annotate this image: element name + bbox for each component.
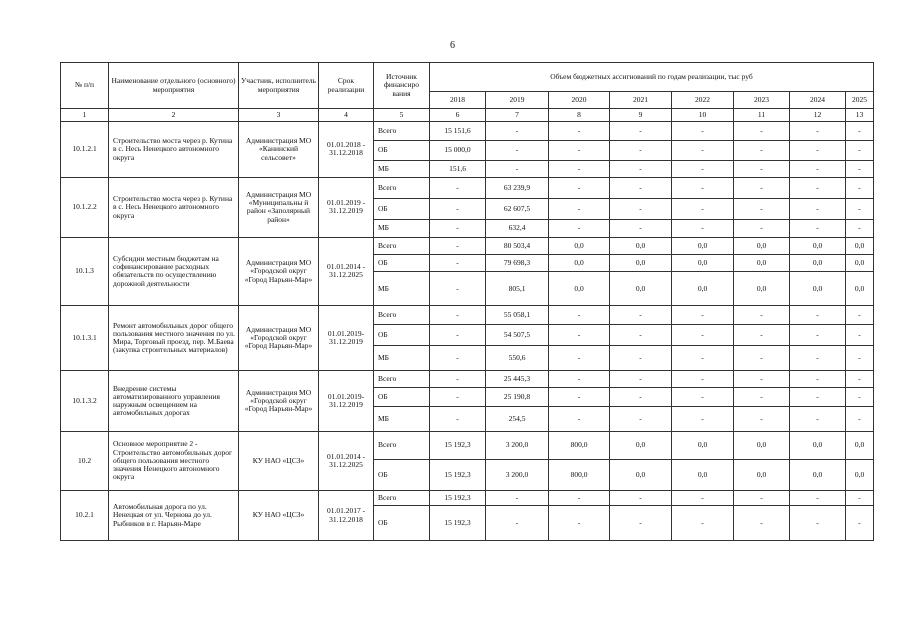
item-number: 10.1.2.2 <box>61 177 109 237</box>
column-index: 7 <box>486 109 549 122</box>
budget-value: - <box>430 371 486 388</box>
funding-source: Всего <box>374 432 430 459</box>
budget-value: - <box>549 305 610 324</box>
item-name: Автомобильная дорога по ул. Ненецкая от ул. Чернова до ул. Рыбников в г. Нарьян-Маре <box>109 491 239 541</box>
budget-value: - <box>549 371 610 388</box>
budget-value: - <box>610 199 672 219</box>
budget-value: 15 192,3 <box>430 432 486 459</box>
column-index: 5 <box>374 109 430 122</box>
year-header: 2019 <box>486 92 549 109</box>
budget-value: - <box>734 122 790 141</box>
budget-value: - <box>610 141 672 160</box>
budget-value: - <box>672 371 734 388</box>
item-name: Строительство моста через р. Кутина в с. Несь Ненецкого автономного округа <box>109 122 239 178</box>
budget-value: 800,0 <box>549 432 610 459</box>
budget-value: - <box>430 325 486 345</box>
budget-value: - <box>549 199 610 219</box>
funding-source: ОБ <box>374 255 430 272</box>
budget-value: 0,0 <box>734 432 790 459</box>
column-index: 11 <box>734 109 790 122</box>
column-index: 2 <box>109 109 239 122</box>
budget-value: - <box>430 345 486 370</box>
budget-value: - <box>672 219 734 237</box>
budget-value: - <box>790 219 846 237</box>
item-number: 10.1.3 <box>61 237 109 305</box>
budget-value: 0,0 <box>672 237 734 254</box>
budget-value: 15 192,3 <box>430 506 486 541</box>
budget-value: - <box>430 305 486 324</box>
item-participant: Администрация МО «Городской округ «Город Нарьян-Мар» <box>239 371 319 432</box>
header-term: Срок реализации <box>319 63 374 109</box>
year-header: 2021 <box>610 92 672 109</box>
budget-value: - <box>672 325 734 345</box>
budget-value: - <box>790 406 846 431</box>
item-term: 01.01.2014 - 31.12.2025 <box>319 237 374 305</box>
budget-value: - <box>672 406 734 431</box>
budget-value: 805,1 <box>486 272 549 306</box>
budget-value: 0,0 <box>734 272 790 306</box>
budget-value: - <box>549 177 610 198</box>
budget-value: - <box>549 141 610 160</box>
budget-value: - <box>790 388 846 406</box>
header-name: Наименование отдельного (основного) мероприятия <box>109 63 239 109</box>
item-participant: КУ НАО «ЦСЗ» <box>239 491 319 541</box>
item-participant: Администрация МО «Канинский сельсовет» <box>239 122 319 178</box>
column-index: 3 <box>239 109 319 122</box>
budget-value: - <box>846 199 874 219</box>
budget-value: - <box>486 506 549 541</box>
year-header: 2024 <box>790 92 846 109</box>
column-index: 1 <box>61 109 109 122</box>
budget-value: 0,0 <box>610 272 672 306</box>
budget-value: - <box>790 141 846 160</box>
budget-value: - <box>549 219 610 237</box>
item-number: 10.1.3.1 <box>61 305 109 370</box>
budget-value: - <box>672 506 734 541</box>
budget-value: - <box>846 406 874 431</box>
table-row <box>61 491 874 506</box>
table-body <box>61 122 874 541</box>
budget-value: 632,4 <box>486 219 549 237</box>
budget-value: - <box>610 122 672 141</box>
item-term: 01.01.2019 - 31.12.2019 <box>319 177 374 237</box>
budget-value: 0,0 <box>672 255 734 272</box>
budget-value: - <box>734 345 790 370</box>
budget-value: 80 503,4 <box>486 237 549 254</box>
item-number: 10.2.1 <box>61 491 109 541</box>
funding-source: ОБ <box>374 325 430 345</box>
funding-source: ОБ <box>374 388 430 406</box>
budget-value: 254,5 <box>486 406 549 431</box>
budget-value: - <box>846 388 874 406</box>
budget-value: 0,0 <box>846 272 874 306</box>
budget-value: 0,0 <box>672 432 734 459</box>
table-row <box>61 122 874 141</box>
item-name: Ремонт автомобильных дорог общего пользования местного значения по ул. Мира, Торговый проезд, пер. М.Баева (закупка строительных материалов) <box>109 305 239 370</box>
budget-value: - <box>846 506 874 541</box>
budget-value: - <box>846 219 874 237</box>
table-header <box>61 63 874 122</box>
budget-value: - <box>610 491 672 506</box>
budget-value: - <box>610 388 672 406</box>
budget-value: - <box>430 388 486 406</box>
index-row <box>61 109 874 122</box>
funding-source: Всего <box>374 177 430 198</box>
budget-value: - <box>672 305 734 324</box>
budget-value: - <box>672 160 734 177</box>
funding-source: Всего <box>374 491 430 506</box>
budget-value: 0,0 <box>790 255 846 272</box>
item-term: 01.01.2014 - 31.12.2025 <box>319 432 374 491</box>
budget-value: 15 192,3 <box>430 491 486 506</box>
budget-value: 0,0 <box>610 255 672 272</box>
funding-source: МБ <box>374 345 430 370</box>
budget-value: - <box>734 406 790 431</box>
budget-value: - <box>610 506 672 541</box>
item-participant: Администрация МО «Городской округ «Город Нарьян-Мар» <box>239 305 319 370</box>
budget-value: - <box>846 122 874 141</box>
budget-value: - <box>790 506 846 541</box>
budget-value: 0,0 <box>672 459 734 491</box>
budget-value: - <box>734 506 790 541</box>
funding-source: Всего <box>374 237 430 254</box>
table-row <box>61 305 874 324</box>
budget-value: 79 698,3 <box>486 255 549 272</box>
budget-value: - <box>430 272 486 306</box>
budget-value: 25 445,3 <box>486 371 549 388</box>
budget-value: - <box>672 199 734 219</box>
budget-value: - <box>610 345 672 370</box>
column-index: 4 <box>319 109 374 122</box>
budget-value: 800,0 <box>549 459 610 491</box>
budget-value: - <box>790 345 846 370</box>
budget-value: - <box>734 177 790 198</box>
budget-value: - <box>610 219 672 237</box>
funding-source: МБ <box>374 160 430 177</box>
budget-value: - <box>846 491 874 506</box>
funding-source: Всего <box>374 305 430 324</box>
budget-value: 0,0 <box>790 237 846 254</box>
budget-value: - <box>430 406 486 431</box>
budget-value: - <box>430 237 486 254</box>
budget-value: 15 151,6 <box>430 122 486 141</box>
budget-value: 63 239,9 <box>486 177 549 198</box>
budget-value: - <box>549 345 610 370</box>
column-index: 12 <box>790 109 846 122</box>
budget-value: - <box>486 491 549 506</box>
budget-value: - <box>790 491 846 506</box>
funding-source: МБ <box>374 406 430 431</box>
item-participant: КУ НАО «ЦСЗ» <box>239 432 319 491</box>
budget-value: - <box>549 506 610 541</box>
budget-value: - <box>610 160 672 177</box>
budget-value: - <box>734 371 790 388</box>
table-row <box>61 177 874 198</box>
funding-source: Всего <box>374 122 430 141</box>
budget-value: 151,6 <box>430 160 486 177</box>
funding-source: ОБ <box>374 141 430 160</box>
budget-value: 0,0 <box>549 255 610 272</box>
budget-value: - <box>846 345 874 370</box>
item-participant: Администрация МО «Городской округ «Город Нарьян-Мар» <box>239 237 319 305</box>
budget-value: - <box>486 141 549 160</box>
budget-value: 0,0 <box>610 237 672 254</box>
funding-source: ОБ <box>374 199 430 219</box>
budget-value: 0,0 <box>790 272 846 306</box>
budget-value: 0,0 <box>790 459 846 491</box>
budget-value: - <box>790 371 846 388</box>
budget-value: 0,0 <box>672 272 734 306</box>
column-index: 8 <box>549 109 610 122</box>
year-header: 2022 <box>672 92 734 109</box>
budget-value: 0,0 <box>790 432 846 459</box>
item-term: 01.01.2018 - 31.12.2018 <box>319 122 374 178</box>
page-number: 6 <box>450 40 455 51</box>
column-index: 10 <box>672 109 734 122</box>
budget-value: 62 607,5 <box>486 199 549 219</box>
budget-value: 0,0 <box>549 237 610 254</box>
budget-value: - <box>430 177 486 198</box>
budget-value: - <box>846 325 874 345</box>
budget-value: - <box>846 177 874 198</box>
budget-value: - <box>846 141 874 160</box>
budget-value: - <box>672 122 734 141</box>
budget-value: - <box>790 325 846 345</box>
budget-value: 0,0 <box>549 272 610 306</box>
funding-source: МБ <box>374 219 430 237</box>
item-term: 01.01.2019- 31.12.2019 <box>319 305 374 370</box>
budget-value: - <box>549 122 610 141</box>
budget-value: - <box>549 388 610 406</box>
budget-value: - <box>549 160 610 177</box>
table-row <box>61 432 874 459</box>
item-term: 01.01.2017 - 31.12.2018 <box>319 491 374 541</box>
budget-value: 0,0 <box>846 432 874 459</box>
table-row <box>61 237 874 254</box>
year-header: 2023 <box>734 92 790 109</box>
budget-table <box>60 62 874 541</box>
budget-value: - <box>672 388 734 406</box>
budget-value: - <box>846 371 874 388</box>
budget-value: - <box>734 305 790 324</box>
header-participant: Участник, исполнитель мероприятия <box>239 63 319 109</box>
budget-value: - <box>790 160 846 177</box>
budget-value: 0,0 <box>846 255 874 272</box>
budget-value: - <box>790 122 846 141</box>
budget-value: 0,0 <box>846 237 874 254</box>
budget-value: 0,0 <box>734 237 790 254</box>
budget-value: 3 200,0 <box>486 432 549 459</box>
item-name: Внедрение системы автоматизированного управления наружным освещением на автомобильных дорогах <box>109 371 239 432</box>
budget-value: - <box>610 177 672 198</box>
budget-value: - <box>549 491 610 506</box>
budget-value: - <box>430 199 486 219</box>
budget-value: 0,0 <box>734 459 790 491</box>
budget-value: - <box>790 177 846 198</box>
header-num: № п/п <box>61 63 109 109</box>
table-row <box>61 371 874 388</box>
funding-source: ОБ <box>374 459 430 491</box>
budget-value: - <box>846 305 874 324</box>
budget-value: - <box>610 325 672 345</box>
item-number: 10.2 <box>61 432 109 491</box>
budget-value: 550,6 <box>486 345 549 370</box>
budget-value: - <box>430 255 486 272</box>
budget-value: 55 058,1 <box>486 305 549 324</box>
budget-value: - <box>672 345 734 370</box>
budget-value: - <box>734 219 790 237</box>
budget-value: 0,0 <box>846 459 874 491</box>
year-header: 2020 <box>549 92 610 109</box>
column-index: 6 <box>430 109 486 122</box>
budget-value: - <box>610 406 672 431</box>
budget-value: - <box>672 491 734 506</box>
budget-value: - <box>734 199 790 219</box>
budget-value: - <box>734 141 790 160</box>
year-header: 2018 <box>430 92 486 109</box>
budget-value: 15 000,0 <box>430 141 486 160</box>
item-name: Строительство моста через р. Кутина в с. Несь Ненецкого автономного округа <box>109 177 239 237</box>
budget-value: - <box>486 122 549 141</box>
year-header: 2025 <box>846 92 874 109</box>
budget-value: - <box>549 325 610 345</box>
budget-value: - <box>790 199 846 219</box>
budget-value: - <box>610 371 672 388</box>
item-name: Основное мероприятие 2 - Строительство автомобильных дорог общего пользования местного значения Ненецкого автономного округа <box>109 432 239 491</box>
budget-value: - <box>610 305 672 324</box>
budget-value: 0,0 <box>734 255 790 272</box>
funding-source: ОБ <box>374 506 430 541</box>
budget-value: 15 192,3 <box>430 459 486 491</box>
budget-value: - <box>734 388 790 406</box>
budget-value: - <box>430 219 486 237</box>
budget-value: - <box>672 141 734 160</box>
funding-source: Всего <box>374 371 430 388</box>
header-source: Источник финансиро вания <box>374 63 430 109</box>
budget-value: - <box>672 177 734 198</box>
column-index: 13 <box>846 109 874 122</box>
budget-value: - <box>486 160 549 177</box>
budget-value: 0,0 <box>610 432 672 459</box>
budget-value: 25 190,8 <box>486 388 549 406</box>
budget-value: - <box>734 491 790 506</box>
item-participant: Администрация МО «Муниципальны й район «Заполярный район» <box>239 177 319 237</box>
item-number: 10.1.2.1 <box>61 122 109 178</box>
header-volume: Объем бюджетных ассигнований по годам реализации, тыс руб <box>430 63 874 92</box>
column-index: 9 <box>610 109 672 122</box>
budget-value: - <box>549 406 610 431</box>
budget-value: - <box>734 160 790 177</box>
budget-value: - <box>790 305 846 324</box>
budget-value: - <box>734 325 790 345</box>
item-name: Субсидии местным бюджетам на софинансирование расходных обязательств по осуществлению дорожной деятельности <box>109 237 239 305</box>
budget-value: 54 507,5 <box>486 325 549 345</box>
budget-value: 3 200,0 <box>486 459 549 491</box>
item-number: 10.1.3.2 <box>61 371 109 432</box>
budget-value: - <box>846 160 874 177</box>
item-term: 01.01.2019- 31.12.2019 <box>319 371 374 432</box>
funding-source: МБ <box>374 272 430 306</box>
budget-value: 0,0 <box>610 459 672 491</box>
